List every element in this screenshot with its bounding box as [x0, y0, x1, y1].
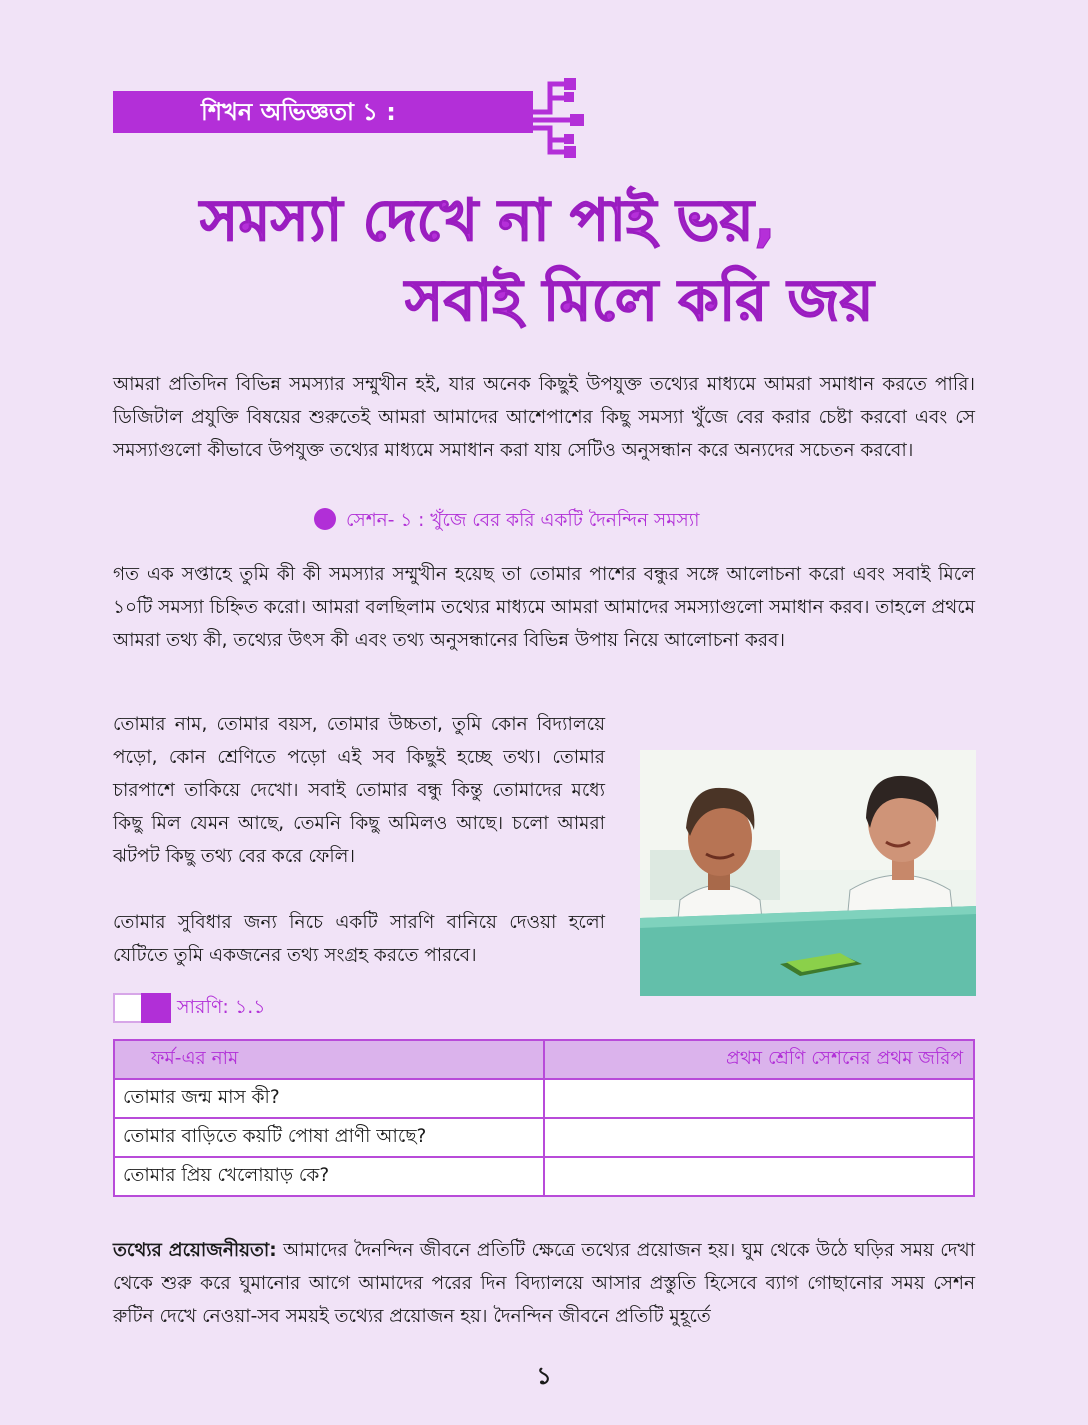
table-header-cell: প্রথম শ্রেণি সেশনের প্রথম জরিপ	[544, 1040, 974, 1079]
table-row	[114, 1157, 974, 1196]
survey-table	[113, 1039, 975, 1197]
table-cell-answer	[544, 1157, 974, 1196]
table-cell-answer	[544, 1118, 974, 1157]
banner-label: শিখন অভিজ্ঞতা ১ :	[201, 98, 396, 126]
square-filled-icon	[141, 993, 171, 1023]
session-heading	[314, 507, 699, 535]
table-header-row	[114, 1040, 974, 1079]
paragraph-5-lead: তথ্যের প্রয়োজনীয়তা:	[113, 1240, 277, 1261]
chapter-title	[200, 180, 900, 340]
table-caption-label: সারণি: ১.১	[177, 996, 266, 1018]
paragraph-5-text: আমাদের দৈনন্দিন জীবনে প্রতিটি ক্ষেত্রে তথ্যের প্রয়োজন হয়। ঘুম থেকে উঠে ঘড়ির সময় দেখা থেকে শুরু করে ঘুমানোর আগে আমাদের পরের দিন বিদ্যালয়ে আসার প্রস্তুতি হিসেবে ব্যাগ গোছানোর সময় সেশন রুটিন দেখে নেওয়া-সব সময়ই তথ্যের প্রয়োজন হয়। দৈনন্দিন জীবনে প্রতিটি মুহূর্তে	[113, 1240, 975, 1327]
page-number: ১	[536, 1362, 552, 1390]
table-cell-question: তোমার প্রিয় খেলোয়াড় কে?	[114, 1157, 544, 1196]
session-label: সেশন- ১ : খুঁজে বের করি একটি দৈনন্দিন সমস্যা	[346, 510, 700, 531]
table-cell-answer	[544, 1079, 974, 1118]
title-line-1: সমস্যা দেখে না পাই ভয়,	[200, 186, 776, 254]
paragraph-3: তোমার নাম, তোমার বয়স, তোমার উচ্চতা, তুমি কোন বিদ্যালয়ে পড়ো, কোন শ্রেণিতে পড়ো এই সব কিছুই হচ্ছে তথ্য। তোমার চারপাশে তাকিয়ে দেখো। সবাই তোমার বন্ধু কিন্তু তোমাদের মধ্যে কিছু মিল যেমন আছে, তেমনি কিছু অমিলও আছে। চলো আমরা ঝটপট কিছু তথ্য বের করে ফেলি।	[113, 714, 605, 867]
lesson-banner	[113, 91, 533, 133]
paragraph-5	[113, 1234, 975, 1333]
students-illustration	[640, 750, 976, 996]
paragraph-2: গত এক সপ্তাহে তুমি কী কী সমস্যার সম্মুখীন হয়েছ তা তোমার পাশের বন্ধুর সঙ্গে আলোচনা করো এবং সবাই মিলে ১০টি সমস্যা চিহ্নিত করো। আমরা বলছিলাম তথ্যের মাধ্যমে আমরা আমাদের সমস্যাগুলো সমাধান করব। তাহলে প্রথমে আমরা তথ্য কী, তথ্যের উৎস কী এবং তথ্য অনুসন্ধানের বিভিন্ন উপায় নিয়ে আলোচনা করব।	[113, 564, 975, 651]
table-row	[114, 1118, 974, 1157]
table-caption	[113, 992, 266, 1023]
paragraph-4: তোমার সুবিধার জন্য নিচে একটি সারণি বানিয়ে দেওয়া হলো যেটিতে তুমি একজনের তথ্য সংগ্রহ করতে পারবে।	[113, 912, 605, 966]
title-line-2: সবাই মিলে করি জয়	[405, 266, 874, 334]
circuit-icon	[520, 74, 600, 164]
square-outline-icon	[113, 993, 143, 1023]
bullet-dot-icon	[314, 508, 336, 530]
table-header-cell: ফর্ম-এর নাম	[114, 1040, 544, 1079]
table-cell-question: তোমার বাড়িতে কয়টি পোষা প্রাণী আছে?	[114, 1118, 544, 1157]
intro-paragraph: আমরা প্রতিদিন বিভিন্ন সমস্যার সম্মুখীন হই, যার অনেক কিছুই উপযুক্ত তথ্যের মাধ্যমে আমরা সমাধান করতে পারি। ডিজিটাল প্রযুক্তি বিষয়ের শুরুতেই আমরা আমাদের আশেপাশের কিছু সমস্যা খুঁজে বের করার চেষ্টা করবো এবং সে সমস্যাগুলো কীভাবে উপযুক্ত তথ্যের মাধ্যমে সমাধান করা যায় সেটিও অনুসন্ধান করে অন্যদের সচেতন করবো।	[113, 374, 975, 461]
table-cell-question: তোমার জন্ম মাস কী?	[114, 1079, 544, 1118]
table-row	[114, 1079, 974, 1118]
